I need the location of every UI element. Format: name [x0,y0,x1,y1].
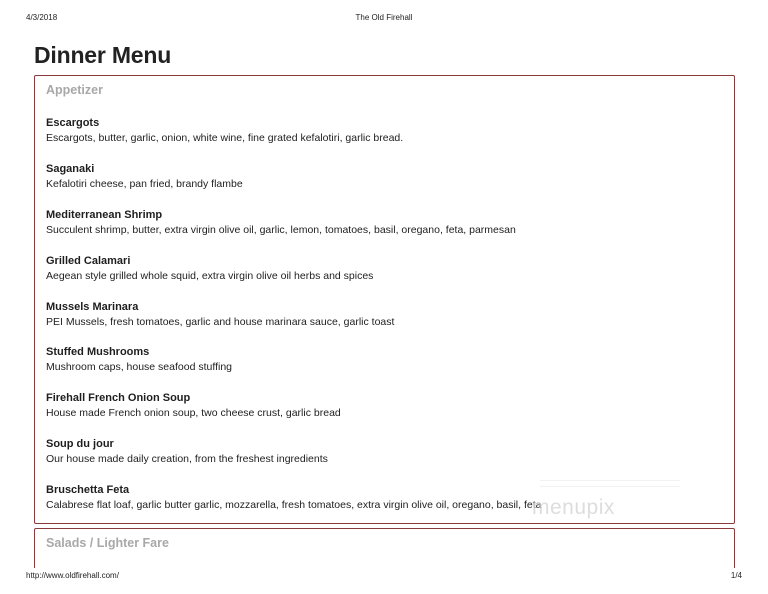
menu-item-name: Bruschetta Feta [46,484,130,497]
menu-item [46,116,726,162]
watermark-rule [540,480,680,487]
print-footer-url: http://www.oldfirehall.com/ [26,571,119,580]
menu-item-name: Saganaki [46,162,95,175]
salads-section [34,528,735,568]
menu-item [46,483,726,529]
menu-item-description: PEI Mussels, fresh tomatoes, garlic and house marinara sauce, garlic toast [46,315,395,328]
menu-item-name: Mediterranean Shrimp [46,208,163,221]
menu-item-name: Escargots [46,117,100,129]
menu-item-name: Firehall French Onion Soup [46,392,191,405]
watermark: menupix [532,496,615,519]
menu-item-description: Succulent shrimp, butter, extra virgin olive oil, garlic, lemon, tomatoes, basil, oregano, feta, parmesan [46,223,516,236]
menu-item-description: Escargots, butter, garlic, onion, white wine, fine grated kefalotiri, garlic bread. [46,132,404,144]
menu-item [46,391,726,437]
menu-item-description: Aegean style grilled whole squid, extra virgin olive oil herbs and spices [46,269,374,282]
menu-item-name: Stuffed Mushrooms [46,346,150,359]
menu-item-description: Calabrese flat loaf, garlic butter garlic, mozzarella, fresh tomatoes, extra virgin olive oil, oregano, basil, feta [46,499,542,512]
menu-item-name: Soup du jour [46,438,114,451]
print-header-title: The Old Firehall [355,13,413,22]
print-footer-page: 1/4 [730,571,742,580]
salads-heading: Salads / Lighter Fare [46,536,169,550]
appetizer-section [34,75,735,524]
menu-item-description: Mushroom caps, house seafood stuffing [46,361,233,374]
menu-item-description: Our house made daily creation, from the freshest ingredients [46,453,328,466]
menu-item-name: Mussels Marinara [46,300,139,313]
menu-item-description: House made French onion soup, two cheese crust, garlic bread [46,407,341,420]
page-title: Dinner Menu [34,42,172,68]
menu-item-description: Kefalotiri cheese, pan fried, brandy flambe [46,177,243,190]
appetizer-heading: Appetizer [46,83,103,97]
menu-item [46,254,726,300]
print-header-date: 4/3/2018 [26,13,58,22]
menu-item [46,162,726,208]
menu-item [46,345,726,391]
menu-item [46,208,726,254]
menu-item [46,437,726,483]
menu-item-name: Grilled Calamari [46,254,131,267]
appetizer-list [46,116,726,529]
menu-item [46,300,726,346]
